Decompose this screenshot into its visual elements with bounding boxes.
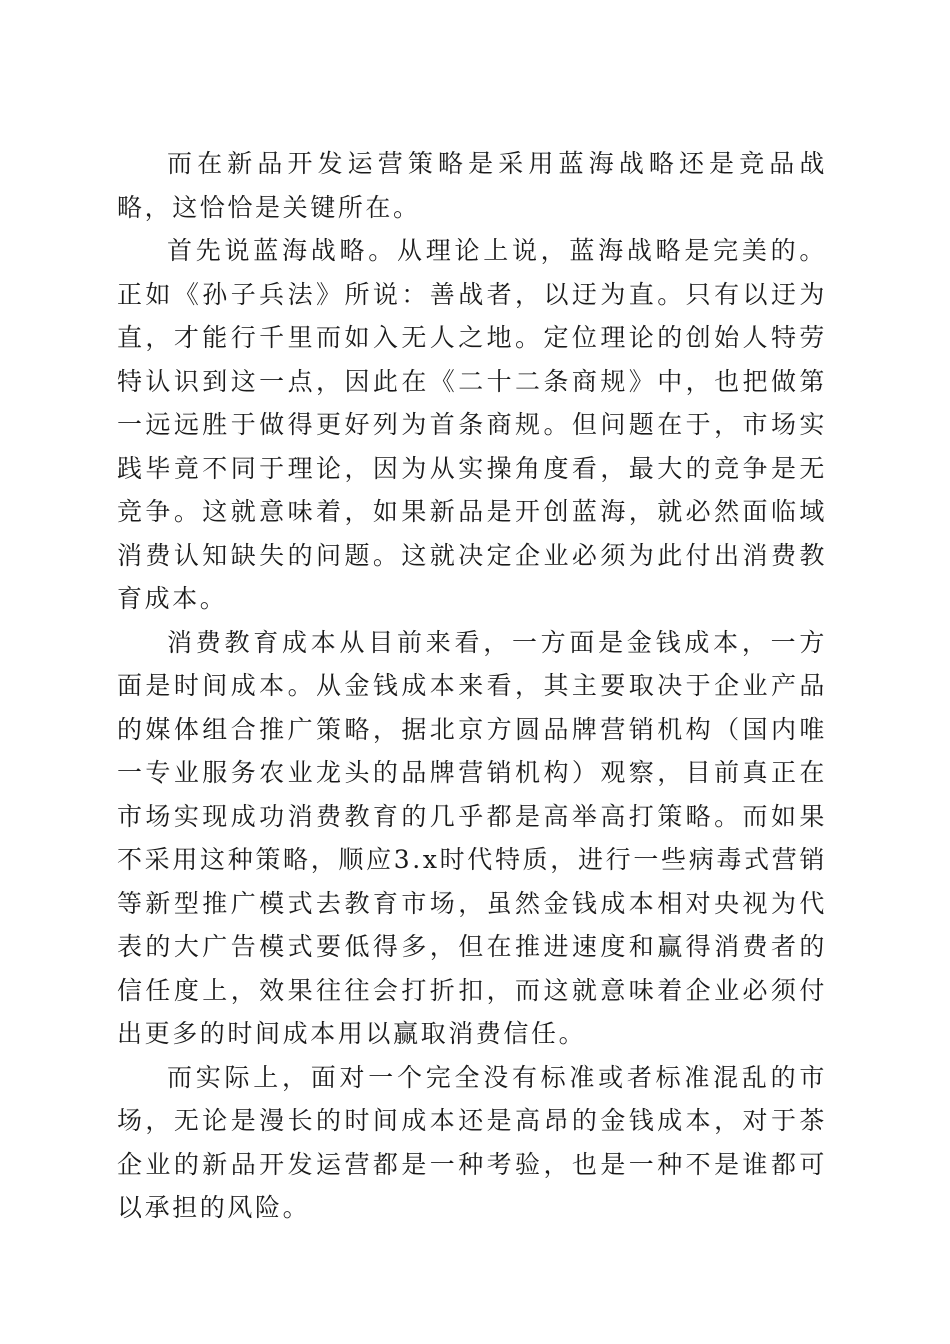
paragraph-1: 而在新品开发运营策略是采用蓝海战略还是竞品战略，这恰恰是关键所在。 (117, 149, 827, 222)
paragraph-4: 而实际上，面对一个完全没有标准或者标准混乱的市场，无论是漫长的时间成本还是高昂的金钱成本，对于茶企业的新品开发运营都是一种考验，也是一种不是谁都可以承担的风险。 (117, 1062, 827, 1222)
document-body (117, 142, 827, 1230)
paragraph-2: 首先说蓝海战略。从理论上说，蓝海战略是完美的。正如《孙子兵法》所说：善战者，以迂为直。只有以迂为直，才能行千里而如入无人之地。定位理论的创始人特劳特认识到这一点，因此在《二十二条商规》中，也把做第一远远胜于做得更好列为首条商规。但问题在于，市场实践毕竟不同于理论，因为从实操角度看，最大的竞争是无竞争。这就意味着，如果新品是开创蓝海，就必然面临域消费认知缺失的问题。这就决定企业必须为此付出消费教育成本。 (117, 236, 827, 613)
paragraph-3: 消费教育成本从目前来看，一方面是金钱成本，一方面是时间成本。从金钱成本来看，其主要取决于企业产品的媒体组合推广策略，据北京方圆品牌营销机构（国内唯一专业服务农业龙头的品牌营销机构）观察，目前真正在市场实现成功消费教育的几乎都是高举高打策略。而如果不采用这种策略，顺应3.x时代特质，进行一些病毒式营销等新型推广模式去教育市场，虽然金钱成本相对央视为代表的大广告模式要低得多，但在推进速度和赢得消费者的信任度上，效果往往会打折扣，而这就意味着企业必须付出更多的时间成本用以赢取消费信任。 (117, 627, 827, 1048)
